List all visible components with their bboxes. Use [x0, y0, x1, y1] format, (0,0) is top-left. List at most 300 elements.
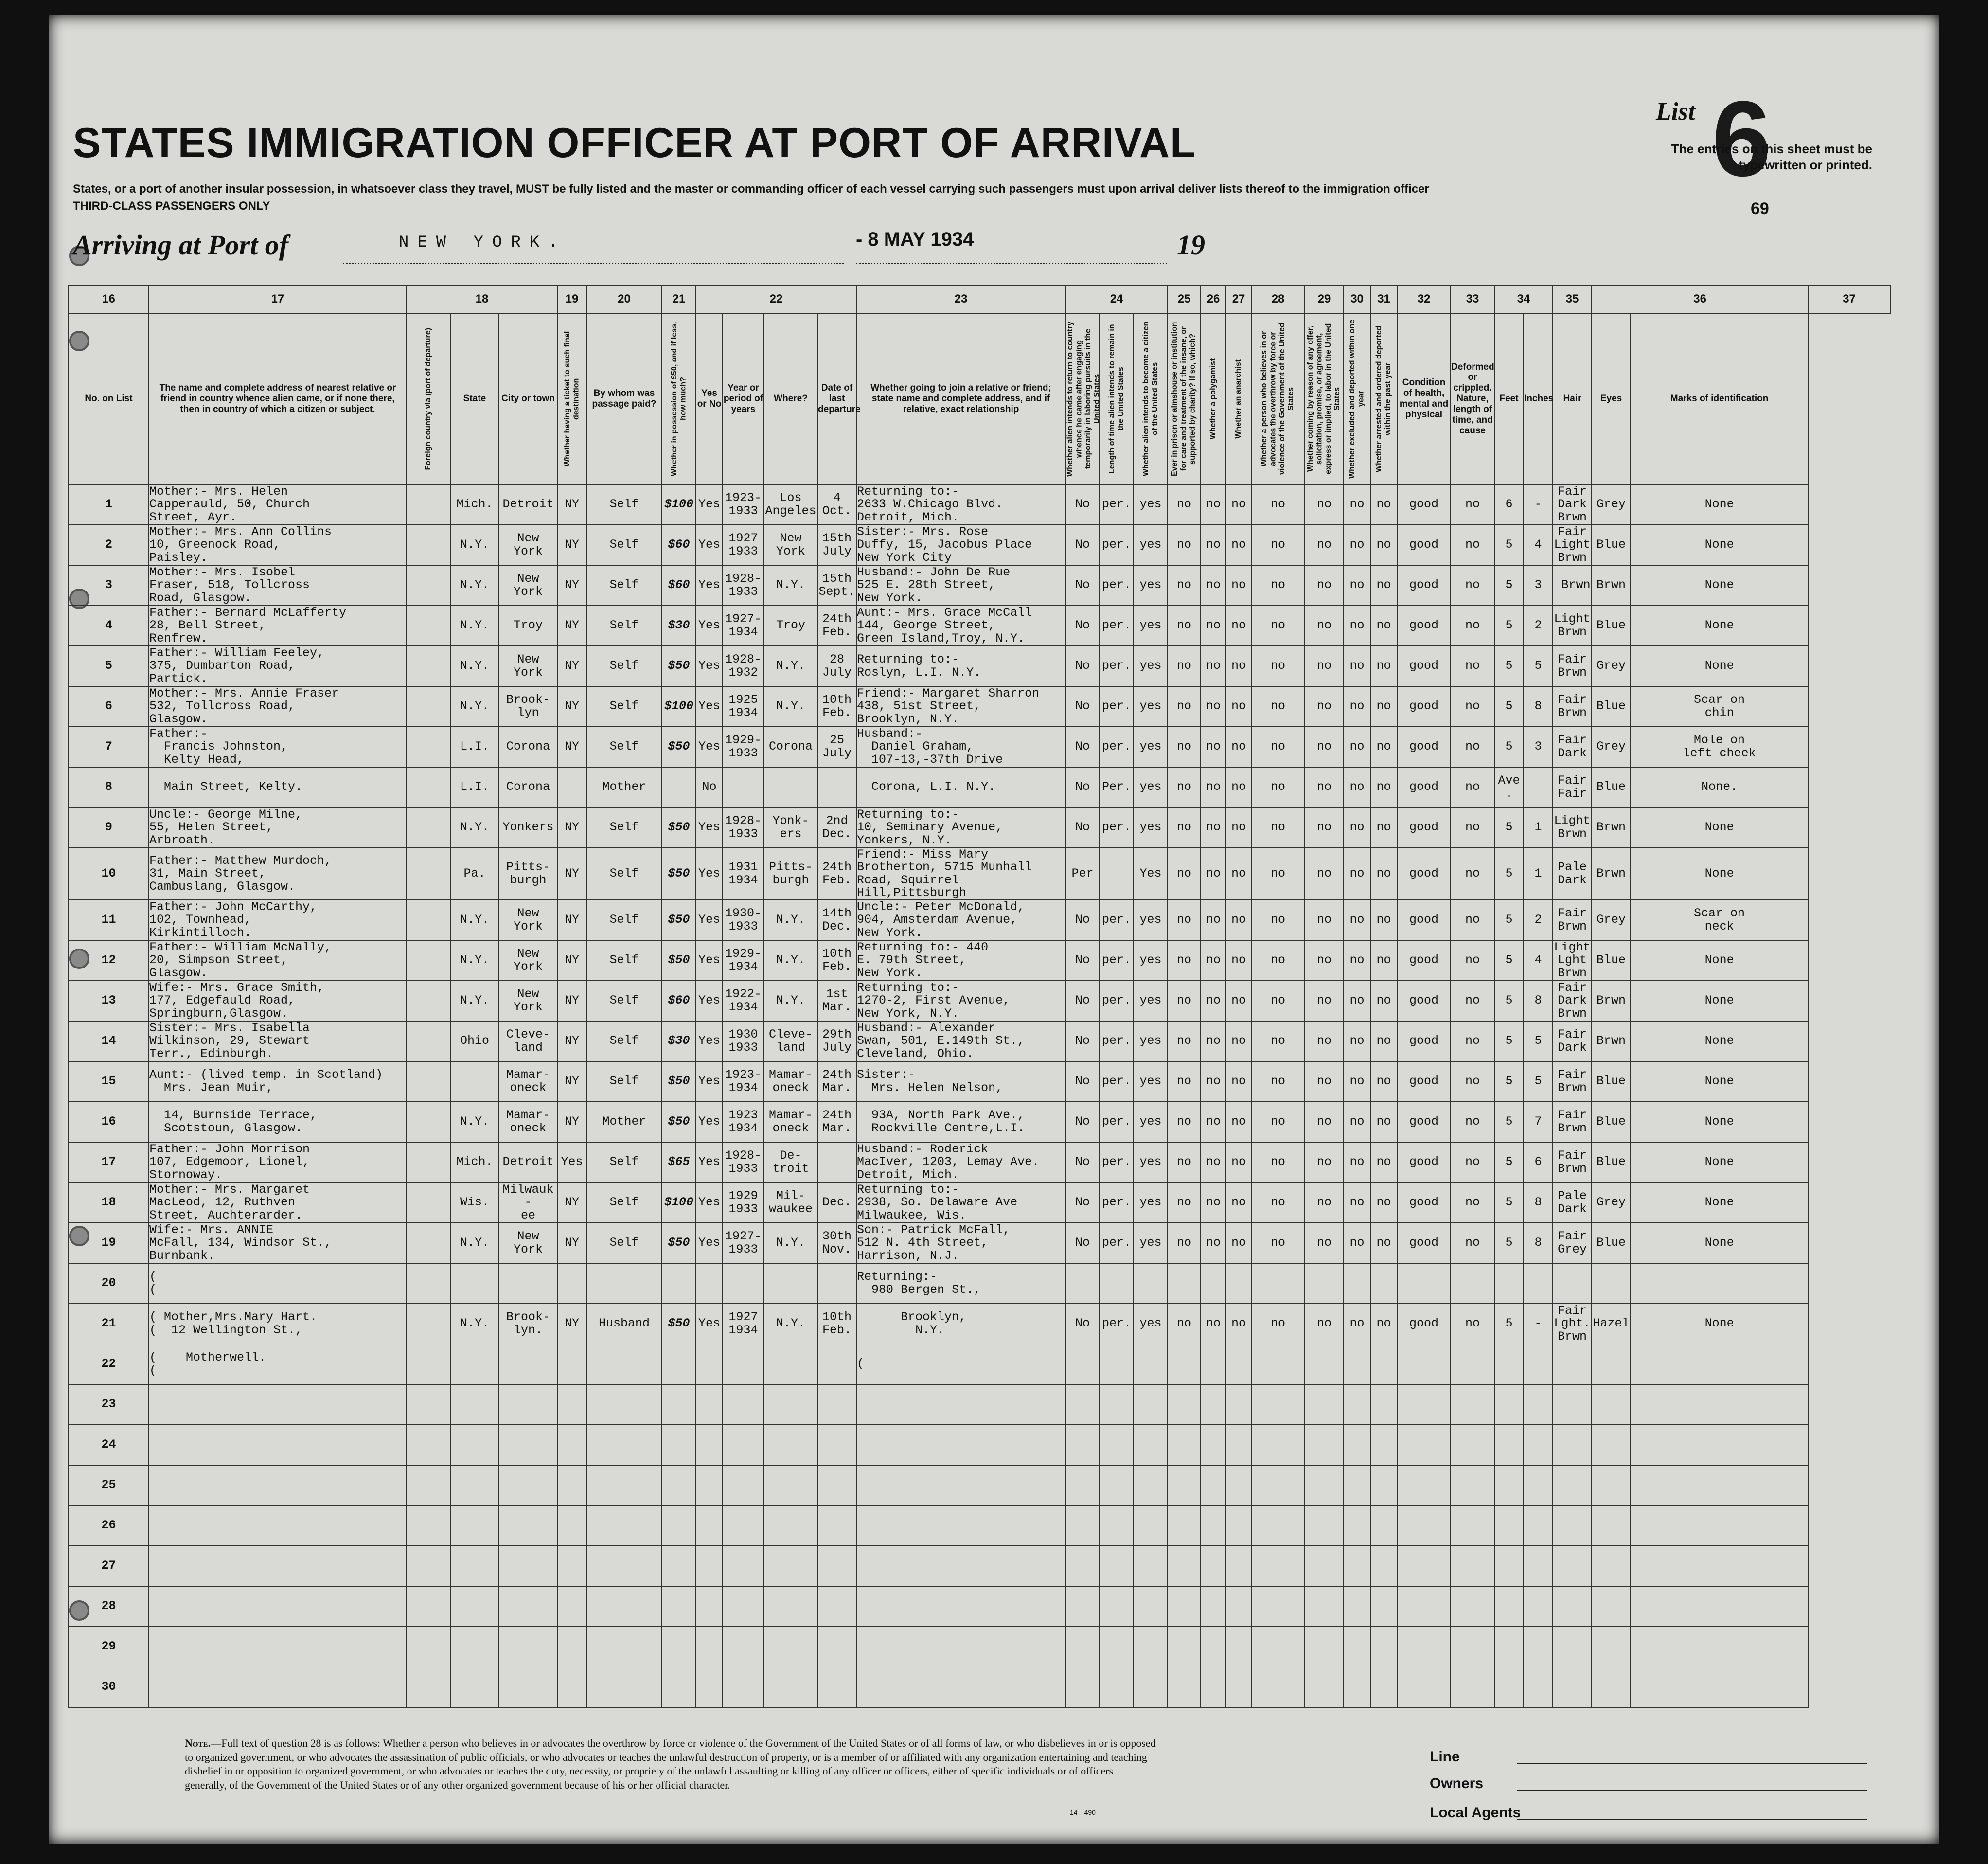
- cell-foreign: [407, 900, 450, 940]
- cell-q26: no: [1201, 900, 1226, 940]
- cell-q29: [1305, 1506, 1344, 1546]
- cell-q26: no: [1201, 981, 1226, 1021]
- cell-money: [662, 1627, 696, 1667]
- cell-date: 4 Oct.: [817, 484, 856, 525]
- table-row: [69, 900, 1890, 940]
- passenger-class-label: THIRD-CLASS PASSENGERS ONLY: [73, 199, 270, 213]
- cell-foreign: [407, 1465, 450, 1506]
- table-row: [69, 484, 1890, 525]
- cell-health: good: [1397, 525, 1451, 565]
- cell-date: [817, 767, 856, 807]
- cell-q27: [1226, 1667, 1251, 1707]
- cell-year: 1928- 1932: [723, 646, 764, 686]
- cell-where: Cleve- land: [764, 1021, 817, 1061]
- cell-q27: no: [1226, 1142, 1251, 1183]
- cell-ticket: NY: [557, 606, 586, 646]
- column-number: 19: [557, 285, 586, 313]
- cell-q30: no: [1344, 900, 1370, 940]
- cell-relative: Sister:- Mrs. Isabella Wilkinson, 29, Stewart Terr., Edinburgh.: [149, 1021, 407, 1061]
- cell-where: [764, 1263, 817, 1304]
- cell-paid: [586, 1506, 662, 1546]
- cell-q26: [1201, 1546, 1226, 1586]
- cell-complexion: Fair: [1558, 773, 1587, 788]
- cell-paid: [586, 1344, 662, 1384]
- cell-money: [662, 1546, 696, 1586]
- cell-state: N.Y.: [450, 606, 499, 646]
- cell-state: Wis.: [450, 1183, 499, 1223]
- cell-feet: [1494, 1506, 1524, 1546]
- cell-city: Pitts- burgh: [499, 848, 557, 900]
- table-row: [69, 1667, 1890, 1707]
- cell-q26: no: [1201, 807, 1226, 848]
- cell-no: 21: [69, 1304, 149, 1344]
- cell-money: [662, 1586, 696, 1627]
- cell-q26: no: [1201, 1102, 1226, 1142]
- cell-where: De- troit: [764, 1142, 817, 1183]
- cell-complexion: Fair: [1558, 1229, 1587, 1244]
- cell-money: $60: [662, 565, 696, 606]
- cell-q30: no: [1344, 1183, 1370, 1223]
- column-number-row: [69, 285, 1890, 313]
- header-yes-no: Yes or No: [696, 313, 723, 484]
- cell-hair: [1553, 484, 1592, 525]
- cell-q26: no: [1201, 1304, 1226, 1344]
- cell-joining: Returning to:- 440 E. 79th Street, New York.: [856, 940, 1065, 981]
- table-row: [69, 606, 1890, 646]
- cell-ticket: [557, 1465, 586, 1506]
- cell-ticket: [557, 1627, 586, 1667]
- entries-note: The entries on this sheet must be typewritten or printed.: [1671, 142, 1872, 172]
- cell-where: Mamar- oneck: [764, 1102, 817, 1142]
- cell-hair-value: Dark Brwn: [1558, 497, 1587, 524]
- cell-health: good: [1397, 686, 1451, 727]
- cell-p_b: per.: [1100, 565, 1134, 606]
- cell-eyes: Blue: [1592, 686, 1631, 727]
- cell-hair: [1553, 981, 1592, 1021]
- header-joining: Whether going to join a relative or friend; state name and complete address, and if relative, exact relationship: [856, 313, 1065, 484]
- cell-feet: [1494, 1465, 1524, 1506]
- cell-year: [723, 1384, 764, 1425]
- list-number: 6: [1712, 79, 1772, 198]
- cell-q26: no: [1201, 484, 1226, 525]
- cell-marks: Scar on chin: [1631, 686, 1808, 727]
- cell-q25: no: [1168, 565, 1201, 606]
- table-row: [69, 1183, 1890, 1223]
- cell-where: [764, 1627, 817, 1667]
- cell-eyes: Grey: [1592, 900, 1631, 940]
- cell-health: good: [1397, 1102, 1451, 1142]
- cell-feet: 5: [1494, 1183, 1524, 1223]
- cell-hair: [1553, 1021, 1592, 1061]
- cell-foreign: [407, 525, 450, 565]
- cell-where: N.Y.: [764, 565, 817, 606]
- cell-relative: ( Motherwell. (: [149, 1344, 407, 1384]
- cell-q26: no: [1201, 646, 1226, 686]
- cell-p_a: No: [1065, 981, 1100, 1021]
- cell-hair-value: Brwn: [1558, 665, 1587, 680]
- cell-health: [1397, 1384, 1451, 1425]
- local-agents-label: Local Agents: [1430, 1805, 1521, 1821]
- cell-p_c: yes: [1134, 1223, 1168, 1263]
- column-header-row: [69, 313, 1890, 484]
- cell-q27: no: [1226, 807, 1251, 848]
- form-code: 14—490: [1070, 1809, 1096, 1816]
- cell-no: 17: [69, 1142, 149, 1183]
- cell-q27: [1226, 1263, 1251, 1304]
- header-foreign-country: Foreign country via (port of departure): [407, 313, 450, 484]
- cell-hair: [1553, 1586, 1592, 1627]
- cell-marks: None: [1631, 484, 1808, 525]
- cell-state: [450, 1344, 499, 1384]
- cell-relative: Aunt:- (lived temp. in Scotland) Mrs. Jean Muir,: [149, 1061, 407, 1102]
- cell-before: Yes: [696, 1021, 723, 1061]
- cell-p_a: No: [1065, 1102, 1100, 1142]
- cell-health: good: [1397, 900, 1451, 940]
- cell-inches: [1524, 1586, 1553, 1627]
- cell-complexion: Fair: [1558, 484, 1587, 499]
- cell-q31: [1370, 1425, 1397, 1465]
- cell-foreign: [407, 1061, 450, 1102]
- cell-state: [450, 1546, 499, 1586]
- header-q28: Whether a person who believes in or advocates the overthrow by force or violence of the Government of the United States: [1251, 313, 1305, 484]
- cell-where: N.Y.: [764, 646, 817, 686]
- cell-q28: [1251, 1667, 1305, 1707]
- cell-marks: None: [1631, 1021, 1808, 1061]
- cell-eyes: [1592, 1263, 1631, 1304]
- cell-q25: no: [1168, 981, 1201, 1021]
- cell-before: Yes: [696, 1102, 723, 1142]
- cell-state: L.I.: [450, 727, 499, 767]
- cell-q25: [1168, 1425, 1201, 1465]
- cell-money: $50: [662, 940, 696, 981]
- table-row: [69, 848, 1890, 900]
- cell-q29: [1305, 1667, 1344, 1707]
- cell-eyes: Grey: [1592, 1183, 1631, 1223]
- cell-health: good: [1397, 981, 1451, 1021]
- cell-hair-value: Brwn: [1558, 1080, 1587, 1095]
- cell-q28: no: [1251, 848, 1305, 900]
- cell-ticket: NY: [557, 807, 586, 848]
- cell-ticket: NY: [557, 1021, 586, 1061]
- cell-paid: [586, 1667, 662, 1707]
- cell-inches: [1524, 1384, 1553, 1425]
- cell-q25: no: [1168, 1142, 1201, 1183]
- cell-p_b: per.: [1100, 646, 1134, 686]
- cell-joining: [856, 1506, 1065, 1546]
- cell-p_c: Yes: [1134, 848, 1168, 900]
- cell-no: 20: [69, 1263, 149, 1304]
- cell-year: 1927- 1933: [723, 1223, 764, 1263]
- cell-q31: [1370, 1506, 1397, 1546]
- table-row: [69, 1586, 1890, 1627]
- footnote-label: Note.: [185, 1737, 211, 1749]
- cell-q26: [1201, 1425, 1226, 1465]
- cell-complexion: Light: [1554, 940, 1591, 955]
- cell-q30: [1344, 1586, 1370, 1627]
- cell-relative: [149, 1627, 407, 1667]
- cell-q28: no: [1251, 484, 1305, 525]
- cell-before: [696, 1546, 723, 1586]
- cell-city: [499, 1627, 557, 1667]
- cell-city: Troy: [499, 606, 557, 646]
- cell-hair: [1553, 1142, 1592, 1183]
- cell-q30: no: [1344, 727, 1370, 767]
- cell-q25: no: [1168, 1021, 1201, 1061]
- cell-health: [1397, 1344, 1451, 1384]
- cell-joining: Brooklyn, N.Y.: [856, 1304, 1065, 1344]
- cell-q28: [1251, 1586, 1305, 1627]
- footnote-text: —Full text of question 28 is as follows: Whether a person who believes in or advocates the overthrow by force or violence of the Government of the United States or of all forms of law, or who disbelieves in or is opposed to organized government, or who advocates the assassination of public officials, or who advocates or teaches the unlawful destruction of property, or is a member of or affiliated with any organization entertaining and teaching disbelief in or opposition to organized government, or who advocates or teaches the duty, necessity, or propriety of the unlawful assaulting or killing of any officer or officers, either of specific individuals or of officers generally, of the Government of the United States or of any other organized government because of his or her official character.: [185, 1737, 1156, 1791]
- cell-city: Brook- lyn.: [499, 1304, 557, 1344]
- cell-q28: no: [1251, 525, 1305, 565]
- cell-complexion: Fair: [1558, 1148, 1587, 1163]
- cell-hair-value: Dark: [1558, 1040, 1587, 1055]
- cell-no: 10: [69, 848, 149, 900]
- cell-paid: Mother: [586, 767, 662, 807]
- cell-p_a: [1065, 1384, 1100, 1425]
- cell-hair-value: Lght. Brwn: [1554, 1316, 1591, 1344]
- cell-q31: no: [1370, 646, 1397, 686]
- cell-deformed: no: [1451, 848, 1494, 900]
- cell-q27: no: [1226, 940, 1251, 981]
- cell-state: N.Y.: [450, 1102, 499, 1142]
- cell-year: 1927 1934: [723, 1304, 764, 1344]
- cell-q29: [1305, 1344, 1344, 1384]
- cell-state: [450, 1263, 499, 1304]
- cell-p_b: [1100, 1344, 1134, 1384]
- cell-q28: no: [1251, 1223, 1305, 1263]
- cell-before: [696, 1465, 723, 1506]
- cell-q28: [1251, 1425, 1305, 1465]
- column-number: 37: [1808, 285, 1890, 313]
- cell-q30: no: [1344, 1102, 1370, 1142]
- cell-p_b: [1100, 1506, 1134, 1546]
- cell-p_b: per.: [1100, 525, 1134, 565]
- cell-p_a: [1065, 1627, 1100, 1667]
- cell-health: good: [1397, 1304, 1451, 1344]
- cell-before: [696, 1667, 723, 1707]
- cell-date: 10th Feb.: [817, 686, 856, 727]
- cell-before: Yes: [696, 900, 723, 940]
- cell-hair-value: Dark Brwn: [1558, 993, 1587, 1021]
- cell-hair: [1553, 1667, 1592, 1707]
- cell-marks: [1631, 1586, 1808, 1627]
- cell-q26: [1201, 1506, 1226, 1546]
- cell-ticket: NY: [557, 727, 586, 767]
- cell-where: [764, 767, 817, 807]
- arriving-label: Arriving at Port of: [73, 229, 289, 261]
- cell-p_a: No: [1065, 1061, 1100, 1102]
- cell-deformed: no: [1451, 606, 1494, 646]
- cell-q27: no: [1226, 727, 1251, 767]
- footnote: [185, 1737, 1157, 1792]
- cell-hair-value: Dark: [1558, 873, 1587, 887]
- cell-state: N.Y.: [450, 646, 499, 686]
- cell-state: N.Y.: [450, 1304, 499, 1344]
- cell-hair: [1553, 1506, 1592, 1546]
- table-row: [69, 565, 1890, 606]
- manifest-rows: [69, 484, 1890, 1707]
- cell-foreign: [407, 606, 450, 646]
- cell-q26: no: [1201, 767, 1226, 807]
- cell-year: [723, 1425, 764, 1465]
- cell-inches: [1524, 1627, 1553, 1667]
- cell-p_b: per.: [1100, 940, 1134, 981]
- cell-p_b: [1100, 1627, 1134, 1667]
- cell-hair: [1553, 1223, 1592, 1263]
- cell-city: [499, 1344, 557, 1384]
- cell-q27: no: [1226, 525, 1251, 565]
- table-row: [69, 981, 1890, 1021]
- cell-q26: no: [1201, 848, 1226, 900]
- cell-p_b: per.: [1100, 1021, 1134, 1061]
- cell-inches: 1: [1524, 807, 1553, 848]
- cell-p_c: yes: [1134, 484, 1168, 525]
- cell-inches: 8: [1524, 1183, 1553, 1223]
- cell-date: [817, 1506, 856, 1546]
- cell-joining: Returning to:- 10, Seminary Avenue, Yonkers, N.Y.: [856, 807, 1065, 848]
- cell-relative: Father:- Matthew Murdoch, 31, Main Street, Cambuslang, Glasgow.: [149, 848, 407, 900]
- cell-marks: [1631, 1506, 1808, 1546]
- year-prefix: 19: [1177, 229, 1205, 261]
- cell-joining: Husband:- Alexander Swan, 501, E.149th St., Cleveland, Ohio.: [856, 1021, 1065, 1061]
- cell-p_c: [1134, 1344, 1168, 1384]
- cell-ticket: [557, 767, 586, 807]
- column-number: 24: [1065, 285, 1168, 313]
- cell-q30: [1344, 1506, 1370, 1546]
- cell-feet: [1494, 1263, 1524, 1304]
- cell-feet: [1494, 1586, 1524, 1627]
- cell-date: 10th Feb.: [817, 1304, 856, 1344]
- cell-q26: no: [1201, 1183, 1226, 1223]
- cell-joining: Friend:- Miss Mary Brotherton, 5715 Munhall Road, Squirrel Hill,Pittsburgh: [856, 848, 1065, 900]
- cell-q31: no: [1370, 767, 1397, 807]
- cell-q31: no: [1370, 525, 1397, 565]
- cell-deformed: [1451, 1546, 1494, 1586]
- table-row: [69, 1102, 1890, 1142]
- cell-hair-value: Brwn: [1558, 826, 1587, 841]
- cell-ticket: NY: [557, 565, 586, 606]
- cell-year: [723, 1344, 764, 1384]
- cell-where: Los Angeles: [764, 484, 817, 525]
- cell-before: Yes: [696, 1223, 723, 1263]
- cell-marks: [1631, 1263, 1808, 1304]
- cell-feet: 5: [1494, 565, 1524, 606]
- cell-complexion: Fair: [1558, 525, 1587, 539]
- cell-deformed: [1451, 1586, 1494, 1627]
- cell-date: 10th Feb.: [817, 940, 856, 981]
- cell-p_a: No: [1065, 646, 1100, 686]
- cell-where: N.Y.: [764, 686, 817, 727]
- cell-q27: no: [1226, 606, 1251, 646]
- cell-joining: Husband:- John De Rue 525 E. 28th Street, New York.: [856, 565, 1065, 606]
- cell-q25: no: [1168, 1304, 1201, 1344]
- cell-q29: no: [1305, 981, 1344, 1021]
- cell-q29: [1305, 1627, 1344, 1667]
- cell-q31: no: [1370, 565, 1397, 606]
- cell-eyes: [1592, 1627, 1631, 1667]
- line-label: Line: [1430, 1749, 1460, 1765]
- cell-foreign: [407, 1142, 450, 1183]
- header-where: Where?: [764, 313, 817, 484]
- cell-feet: 5: [1494, 727, 1524, 767]
- cell-p_c: yes: [1134, 1102, 1168, 1142]
- cell-ticket: NY: [557, 848, 586, 900]
- cell-city: New York: [499, 565, 557, 606]
- header-deformed: Deformed or crippled. Nature, length of time, and cause: [1451, 313, 1494, 484]
- cell-ticket: NY: [557, 1183, 586, 1223]
- cell-p_c: [1134, 1627, 1168, 1667]
- cell-ticket: Yes: [557, 1142, 586, 1183]
- cell-inches: 3: [1524, 565, 1553, 606]
- cell-paid: [586, 1627, 662, 1667]
- cell-health: good: [1397, 1183, 1451, 1223]
- cell-q25: no: [1168, 525, 1201, 565]
- cell-q28: no: [1251, 1102, 1305, 1142]
- cell-foreign: [407, 1021, 450, 1061]
- cell-state: [450, 1425, 499, 1465]
- cell-q30: no: [1344, 1304, 1370, 1344]
- cell-p_c: yes: [1134, 686, 1168, 727]
- cell-joining: Aunt:- Mrs. Grace McCall 144, George Street, Green Island,Troy, N.Y.: [856, 606, 1065, 646]
- cell-q30: no: [1344, 525, 1370, 565]
- cell-inches: -: [1524, 484, 1553, 525]
- cell-feet: 5: [1494, 1021, 1524, 1061]
- cell-paid: Self: [586, 1183, 662, 1223]
- cell-foreign: [407, 484, 450, 525]
- cell-where: Mamar- oneck: [764, 1061, 817, 1102]
- cell-p_b: per.: [1100, 807, 1134, 848]
- cell-date: 28 July: [817, 646, 856, 686]
- cell-q28: [1251, 1344, 1305, 1384]
- cell-ticket: [557, 1667, 586, 1707]
- cell-date: 25 July: [817, 727, 856, 767]
- cell-before: Yes: [696, 1304, 723, 1344]
- cell-q28: no: [1251, 727, 1305, 767]
- cell-q30: no: [1344, 1142, 1370, 1183]
- cell-date: [817, 1627, 856, 1667]
- cell-date: 30th Nov.: [817, 1223, 856, 1263]
- cell-p_c: [1134, 1425, 1168, 1465]
- table-row: [69, 1465, 1890, 1506]
- cell-year: [723, 767, 764, 807]
- cell-q29: [1305, 1425, 1344, 1465]
- cell-city: [499, 1506, 557, 1546]
- cell-q28: [1251, 1384, 1305, 1425]
- cell-relative: Father:- Bernard McLafferty 28, Bell Street, Renfrew.: [149, 606, 407, 646]
- cell-eyes: [1592, 1425, 1631, 1465]
- table-row: [69, 646, 1890, 686]
- cell-paid: Self: [586, 646, 662, 686]
- cell-state: N.Y.: [450, 1223, 499, 1263]
- cell-q25: [1168, 1465, 1201, 1506]
- cell-foreign: [407, 1263, 450, 1304]
- owners-label: Owners: [1430, 1775, 1484, 1792]
- cell-money: [662, 1344, 696, 1384]
- cell-before: Yes: [696, 646, 723, 686]
- cell-relative: ( (: [149, 1263, 407, 1304]
- cell-p_c: yes: [1134, 1142, 1168, 1183]
- cell-city: Detroit: [499, 484, 557, 525]
- cell-feet: [1494, 1344, 1524, 1384]
- cell-feet: [1494, 1546, 1524, 1586]
- cell-deformed: no: [1451, 900, 1494, 940]
- cell-year: [723, 1263, 764, 1304]
- cell-inches: 5: [1524, 646, 1553, 686]
- cell-hair: [1553, 1627, 1592, 1667]
- cell-no: 13: [69, 981, 149, 1021]
- cell-before: [696, 1627, 723, 1667]
